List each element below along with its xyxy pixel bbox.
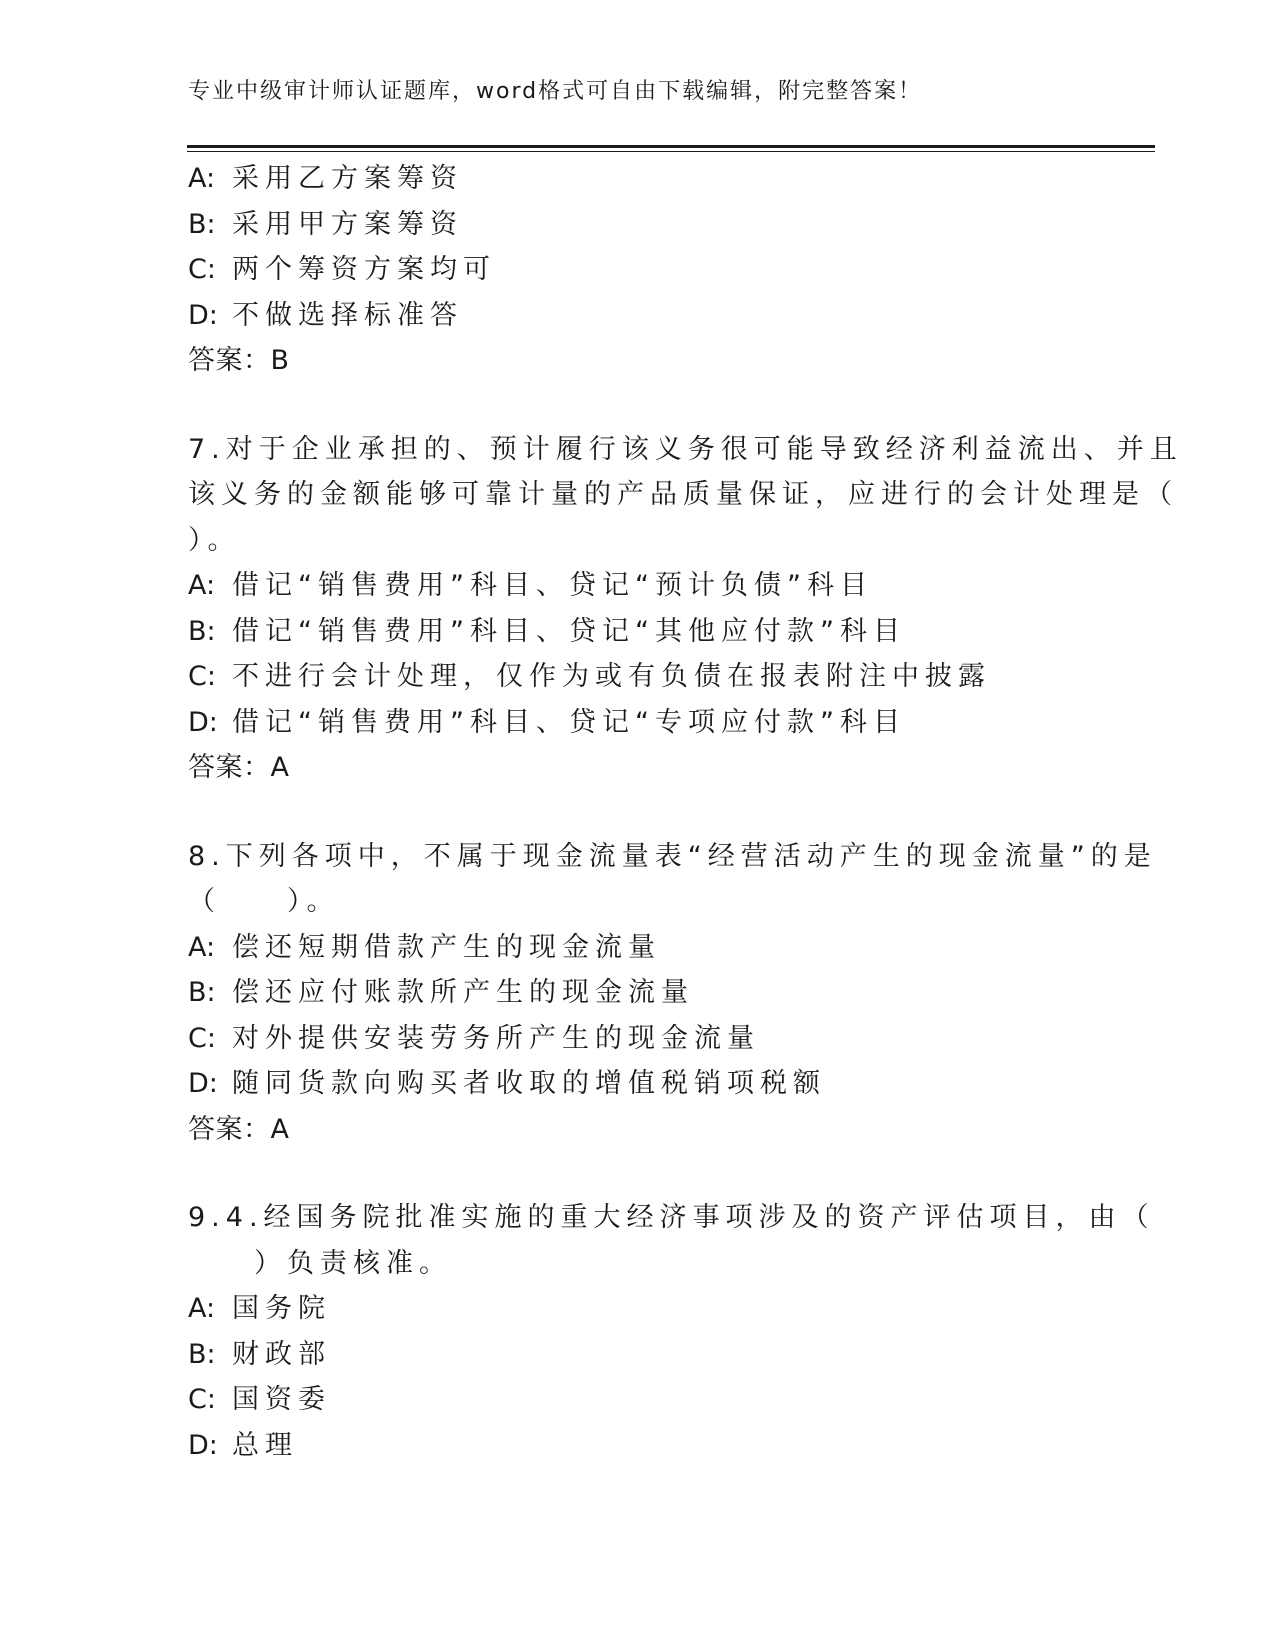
option-text: 不进行会计处理，仅作为或有负债在报表附注中披露: [232, 661, 991, 692]
option-label: A:: [188, 1293, 216, 1324]
option-c: [188, 1016, 1068, 1062]
question-stem-line: 该义务的金额能够可靠计量的产品质量保证，应进行的会计处理是（: [188, 479, 1178, 510]
option-text: 国务院: [232, 1293, 331, 1324]
answer-line: 答案：A: [188, 752, 290, 783]
option-text: 随同货款向购买者收取的增值税销项税额: [232, 1068, 826, 1099]
option-text: 总理: [232, 1429, 298, 1461]
option-c: [188, 654, 1068, 700]
option-label: C:: [188, 254, 216, 285]
option-text: 采用甲方案筹资: [232, 208, 463, 240]
header-rule-thin: [187, 151, 1155, 152]
option-text: 财政部: [232, 1338, 331, 1370]
option-a: [188, 925, 1068, 971]
option-d: [188, 1423, 1068, 1469]
option-d: [188, 700, 1068, 746]
question-stem-line: ）负责核准。: [254, 1247, 452, 1279]
option-label: A:: [188, 570, 216, 601]
option-label: A:: [188, 163, 216, 194]
option-d: [188, 1061, 1068, 1107]
option-text: 借记“销售费用”科目、贷记“专项应付款”科目: [232, 706, 906, 738]
option-text: 国资委: [232, 1384, 331, 1415]
spacer: [188, 791, 1068, 834]
spacer: [188, 384, 1068, 427]
header-rule-thick: [187, 145, 1155, 148]
option-text: 采用乙方案筹资: [232, 163, 463, 194]
option-label: D:: [188, 706, 218, 738]
option-label: D:: [188, 299, 218, 331]
option-d: [188, 293, 1068, 339]
option-text: 偿还短期借款产生的现金流量: [232, 931, 661, 963]
question-stem-line: ）。: [188, 524, 241, 556]
option-b: [188, 970, 1068, 1016]
question-stem-line: 8.下列各项中，不属于现金流量表“经营活动产生的现金流量”的是: [188, 840, 1157, 872]
option-text: 借记“销售费用”科目、贷记“预计负债”科目: [232, 570, 873, 601]
question-content: [188, 156, 1183, 1468]
option-label: B:: [188, 615, 216, 647]
question-8: [188, 834, 1157, 1153]
option-b: [188, 609, 1068, 655]
option-c: [188, 1377, 1068, 1423]
question-stem-line: 9.4.经国务院批准实施的重大经济事项涉及的资产评估项目，由（: [188, 1202, 1155, 1233]
option-label: D:: [188, 1429, 218, 1461]
option-b: [188, 1332, 1068, 1378]
option-label: B:: [188, 208, 216, 240]
question-6-options: [188, 156, 1068, 384]
option-b: [188, 202, 1068, 248]
option-text: 不做选择标准答: [232, 299, 463, 331]
spacer: [188, 1152, 1068, 1195]
option-a: [188, 1286, 1068, 1332]
option-label: D:: [188, 1068, 218, 1099]
question-9: [188, 1195, 1155, 1468]
option-c: [188, 247, 1068, 293]
option-label: C:: [188, 661, 216, 692]
option-label: C:: [188, 1022, 216, 1054]
question-stem-line: 7.对于企业承担的、预计履行该义务很可能导致经济利益流出、并且: [188, 433, 1183, 465]
option-label: C:: [188, 1384, 216, 1415]
page-header: 专业中级审计师认证题库，word格式可自由下载编辑，附完整答案！: [188, 79, 923, 104]
option-a: [188, 156, 1068, 202]
option-text: 对外提供安装劳务所产生的现金流量: [232, 1022, 760, 1054]
option-a: [188, 563, 1068, 609]
option-text: 两个筹资方案均可: [232, 254, 496, 285]
question-stem-line: （ ）。: [188, 886, 340, 917]
answer-line: 答案：A: [188, 1113, 290, 1145]
option-label: B:: [188, 977, 216, 1008]
question-7: [188, 427, 1183, 791]
option-text: 借记“销售费用”科目、贷记“其他应付款”科目: [232, 615, 906, 647]
option-text: 偿还应付账款所产生的现金流量: [232, 977, 694, 1008]
option-label: A:: [188, 931, 216, 963]
option-label: B:: [188, 1338, 216, 1370]
answer-line: 答案：B: [188, 345, 290, 376]
